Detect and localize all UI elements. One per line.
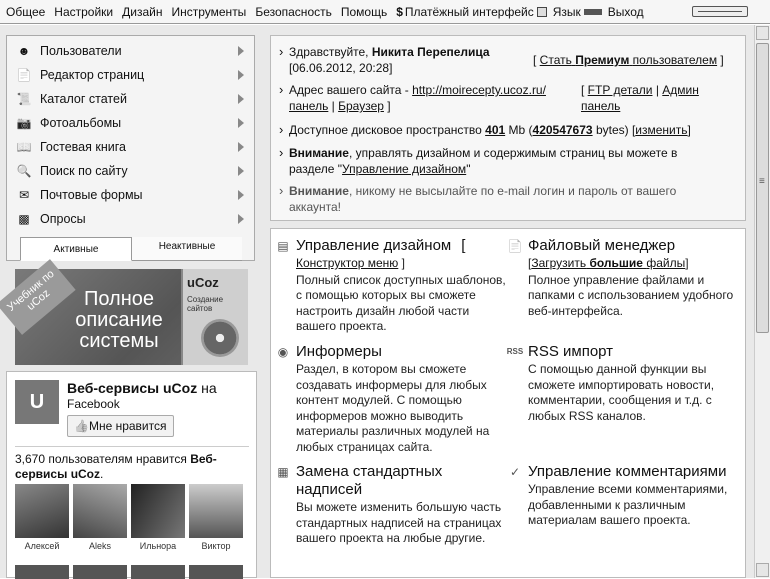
site-address-line	[289, 83, 569, 99]
module-tabs	[20, 237, 242, 261]
friend-item[interactable]	[131, 484, 185, 554]
avatar	[131, 484, 185, 538]
warning-bold: Внимание	[289, 146, 349, 160]
width-slider[interactable]	[692, 6, 748, 17]
disk-value[interactable]: 401	[485, 123, 506, 137]
tool-design: ▤ Управление дизайном [ Конструктор меню ] Полный список доступных шаблонов, с помощью которых вы сможете настроить дизайн любой части вашего проекта.	[277, 237, 506, 333]
divider	[15, 446, 249, 447]
like-label: Мне нравится	[88, 419, 167, 433]
tool-title[interactable]: Информеры	[296, 343, 382, 360]
sidebar-item-label: Гостевая книга	[40, 140, 126, 154]
search-icon: 🔍	[16, 164, 32, 178]
friend-item[interactable]	[189, 484, 243, 554]
book-cover	[181, 269, 248, 365]
avatar	[189, 484, 243, 538]
vertical-scrollbar[interactable]	[754, 25, 770, 578]
interface-checkbox[interactable]	[537, 7, 547, 17]
design-icon: ▤	[277, 239, 289, 253]
fb-page-title	[67, 380, 252, 412]
fb-count-page[interactable]: Веб-сервисы uCoz	[15, 452, 217, 481]
chart-icon: ▩	[18, 212, 30, 226]
avatar	[189, 565, 243, 579]
tool-rss	[508, 343, 738, 424]
avatar	[73, 484, 127, 538]
admin-panel-link[interactable]: Админ панель	[581, 83, 699, 113]
chevron-right-icon	[238, 142, 244, 152]
disk-space-line: › Доступное дисковое пространство 401 Mb (420547673 bytes) [изменить]	[289, 123, 739, 139]
warning-design: › Внимание, управлять дизайном и содержимым страниц вы можете в разделе "Управление дизайном"	[289, 146, 709, 177]
dollar-icon: $	[396, 4, 403, 19]
sidebar-item-label: Пользователи	[40, 44, 122, 58]
warning-bold: Внимание	[289, 184, 349, 198]
disk-tail: bytes) [	[595, 123, 636, 137]
tool-desc: Полный список доступных шаблонов, с помощью которых вы сможете настроить дизайн любой части вашего проекта.	[296, 272, 506, 333]
banner-text: Полное описание системы	[75, 288, 163, 352]
camera-icon: 📷	[16, 116, 32, 130]
tool-title[interactable]: RSS импорт	[528, 343, 614, 360]
replace-icon: ▦	[277, 465, 289, 479]
facebook-widget	[6, 371, 257, 578]
ftp-block: [ FTP детали | Админ панель	[581, 83, 699, 113]
tool-desc: Раздел, в котором вы сможете создавать информеры для любых контент модулей. С помощью информеров можно выводить материалы различных модулей на любых страницах сайта.	[296, 362, 490, 454]
sidebar-item-mail-forms[interactable]	[7, 183, 254, 207]
chevron-right-icon	[238, 46, 244, 56]
tools-panel	[270, 228, 746, 578]
comment-icon: ✓	[509, 465, 521, 479]
page-icon: 📄	[16, 68, 32, 82]
flag-icon	[584, 9, 602, 15]
tool-comments	[508, 463, 738, 529]
tool-desc: Вы можете изменить большую часть стандартных надписей на страницах вашего проекта на любые другие.	[296, 500, 502, 545]
sidebar-item-label: Каталог статей	[40, 92, 127, 106]
rss-icon: RSS	[506, 347, 524, 356]
user-name: Никита Перепелица	[371, 45, 490, 59]
tool-desc: С помощью данной функции вы сможете импортировать новости, комментарии, сообщения и т.д. с любых RSS каналов.	[528, 362, 715, 423]
sidebar-item-photos[interactable]	[7, 111, 254, 135]
informer-icon: ◉	[277, 345, 289, 359]
like-button[interactable]	[67, 415, 174, 437]
module-menu	[6, 35, 255, 261]
disk-unit: Mb (	[508, 123, 533, 137]
menu-logout[interactable]: Выход	[607, 4, 644, 19]
sidebar-item-articles[interactable]	[7, 87, 254, 111]
admin-cont: панель | Браузер ]	[289, 99, 391, 113]
browser-link[interactable]: Браузер	[338, 99, 384, 113]
chevron-right-icon	[238, 70, 244, 80]
tool-title[interactable]: Замена стандартных надписей	[296, 463, 443, 498]
avatar	[131, 565, 185, 579]
chevron-right-icon	[238, 166, 244, 176]
menu-settings[interactable]: Настройки	[54, 4, 114, 19]
friend-name: Ильнора	[139, 541, 177, 551]
avatar	[15, 484, 69, 538]
friend-name: Виктор	[201, 541, 231, 551]
sidebar-item-users[interactable]	[7, 39, 254, 63]
scroll-thumb[interactable]	[756, 43, 769, 333]
sidebar-item-label: Редактор страниц	[40, 68, 145, 82]
book-icon: 📖	[16, 140, 32, 154]
sidebar-item-search[interactable]	[7, 159, 254, 183]
site-label: Адрес вашего сайта -	[289, 83, 409, 97]
top-menu-bar	[0, 0, 770, 24]
sidebar-item-label: Почтовые формы	[40, 188, 143, 202]
mail-icon: ✉	[18, 188, 30, 202]
left-column	[0, 25, 262, 578]
friend-name: Aleks	[88, 541, 111, 551]
tab-inactive[interactable]: Неактивные	[132, 237, 242, 261]
greeting-text: Здравствуйте,	[289, 45, 369, 59]
warning-text: , управлять дизайном и содержимым страниц вы можете в разделе "	[289, 146, 678, 176]
premium-block: [ Стать Премиум пользователем ]	[533, 53, 724, 67]
menu-security[interactable]: Безопасность	[255, 4, 332, 19]
chevron-right-icon	[238, 214, 244, 224]
fb-page-link[interactable]: Веб-сервисы uCoz	[67, 380, 198, 396]
tool-title[interactable]: Файловый менеджер	[528, 237, 676, 254]
fb-on: на	[201, 380, 217, 396]
menu-tools[interactable]: Инструменты	[171, 4, 247, 19]
disk-bytes[interactable]: 420547673	[532, 123, 593, 137]
admin-panel-link-cont[interactable]: панель	[289, 99, 329, 113]
tool-informers	[276, 343, 506, 455]
warning-text: , никому не высылайте по e-mail логин и пароль от вашего аккаунта!	[289, 184, 677, 214]
premium-link[interactable]: Стать Премиум пользователем	[539, 53, 718, 67]
menu-constructor-link[interactable]: Конструктор меню	[296, 256, 399, 270]
sidebar-item-page-editor[interactable]	[7, 63, 254, 87]
tool-title[interactable]: Управление дизайном	[296, 237, 452, 254]
friend-item[interactable]	[15, 484, 69, 554]
chevron-right-icon	[238, 94, 244, 104]
change-link[interactable]: изменить	[635, 123, 688, 137]
site-url-link[interactable]: http://moirecepty.ucoz.ru/	[412, 83, 546, 97]
design-link[interactable]: Управление дизайном	[342, 161, 467, 176]
friend-row-partial	[15, 565, 249, 579]
greeting-line	[289, 45, 509, 76]
avatar	[15, 565, 69, 579]
menu-design[interactable]: Дизайн	[122, 4, 163, 19]
warning-password	[289, 184, 709, 215]
avatar	[73, 565, 127, 579]
thumbs-up-icon: 👍	[74, 419, 89, 433]
upload-large-link[interactable]: Загрузить большие файлы	[531, 256, 686, 270]
friend-name: Алексей	[24, 541, 60, 551]
menu-general[interactable]: Общее	[6, 4, 46, 19]
fb-count-text: 3,670 пользователям нравится	[15, 452, 187, 466]
main-content	[262, 25, 754, 578]
friend-item[interactable]	[73, 484, 127, 554]
promo-banner[interactable]	[5, 267, 248, 365]
sidebar-item-label: Опросы	[40, 212, 86, 226]
fb-network[interactable]: Facebook	[67, 397, 120, 411]
banner-ribbon: Учебник по uCoz	[0, 259, 76, 335]
disc-icon	[201, 319, 239, 357]
fb-count: 3,670 пользователям нравится Веб-сервисы uCoz.	[15, 452, 217, 481]
tool-desc: Полное управление файлами и папками с использованием удобного веб-интерфейса.	[528, 272, 734, 318]
tool-file-manager: 📄 Файловый менеджер [Загрузить большие файлы] Полное управление файлами и папками с использованием удобного веб-интерфейса.	[508, 237, 738, 319]
tab-active[interactable]: Активные	[20, 237, 132, 261]
sidebar-item-label: Фотоальбомы	[40, 116, 122, 130]
scroll-up-button[interactable]	[756, 26, 769, 40]
menu-language[interactable]: Язык	[552, 4, 581, 19]
scroll-down-button[interactable]	[756, 563, 769, 577]
tool-replace-labels	[276, 463, 506, 547]
file-icon: 📄	[507, 239, 523, 253]
sidebar-item-label: Поиск по сайту	[40, 164, 128, 178]
tool-title[interactable]: Управление комментариями	[528, 463, 727, 480]
ucoz-logo[interactable]: U	[15, 380, 59, 424]
disk-label: Доступное дисковое пространство	[289, 123, 482, 137]
scroll-icon: 📜	[16, 92, 32, 106]
book-subtitle: Создание сайтов	[187, 295, 224, 313]
user-icon: ☻	[17, 44, 31, 58]
login-datetime: [06.06.2012, 20:28]	[289, 60, 393, 75]
tool-desc: Управление всеми комментариями, добавленными к различным материалам вашего проекта.	[528, 482, 728, 527]
ftp-link[interactable]: FTP детали	[587, 83, 653, 97]
sidebar-item-polls[interactable]	[7, 207, 254, 231]
account-info-panel	[270, 35, 746, 221]
menu-help[interactable]: Помощь	[340, 4, 388, 19]
sidebar-item-guestbook[interactable]	[7, 135, 254, 159]
book-title: uCoz	[187, 275, 219, 290]
menu-payment[interactable]: Платёжный интерфейс	[404, 4, 534, 19]
chevron-right-icon	[238, 118, 244, 128]
chevron-right-icon	[238, 190, 244, 200]
